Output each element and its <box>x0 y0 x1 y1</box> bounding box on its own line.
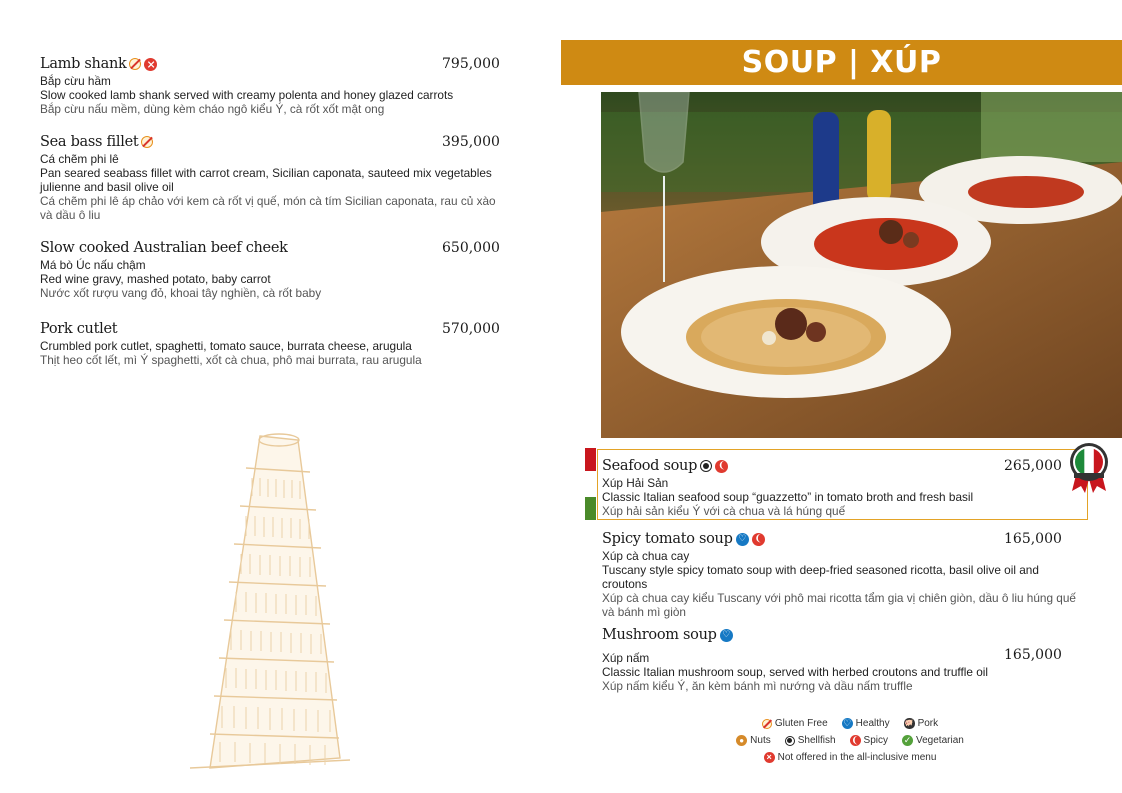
dish-price: 650,000 <box>442 240 500 256</box>
dish-vn-desc: Xúp cà chua cay kiểu Tuscany với phô mai ricotta tẩm gia vị chiên giòn, dầu ô liu húng quế và bánh mì giòn <box>602 591 1076 619</box>
gluten-free-icon <box>762 719 772 729</box>
menu-item <box>40 238 530 300</box>
healthy-icon: ♡ <box>720 629 733 642</box>
dish-en-desc: Slow cooked lamb shank served with creamy polenta and honey glazed carrots <box>40 88 454 102</box>
dish-price: 395,000 <box>442 134 500 150</box>
legend-item: Gluten Free <box>762 718 828 729</box>
menu-item <box>40 132 500 222</box>
legend-item: ✓ Vegetarian <box>903 735 964 746</box>
dish-vn-name: Xúp nấm <box>602 651 650 665</box>
dish-en-desc: Red wine gravy, mashed potato, baby carrot <box>40 272 271 286</box>
menu-item <box>602 456 1082 518</box>
menu-item <box>602 529 1082 619</box>
dish-en-desc: Pan seared seabass fillet with carrot cream, Sicilian caponata, sauteed mix vegetables julienne and basil olive oil <box>40 166 492 194</box>
dish-vn-name: Bắp cừu hầm <box>40 74 111 88</box>
dish-en-desc: Classic Italian mushroom soup, served with herbed croutons and truffle oil <box>602 665 988 679</box>
leaning-tower-illustration <box>150 428 360 773</box>
dish-vn-desc: Xúp hải sản kiểu Ý với cà chua và lá húng quế <box>602 504 846 518</box>
dish-name: Mushroom soup ♡ <box>602 625 733 645</box>
legend-item: 🐖 Pork <box>904 718 939 729</box>
section-banner: SOUP | XÚP <box>561 40 1122 85</box>
dish-name: Sea bass fillet <box>40 132 153 152</box>
dish-vn-desc: Thịt heo cốt lết, mì Ý spaghetti, xốt cà chua, phô mai burrata, rau arugula <box>40 353 422 367</box>
dish-vn-name: Má bò Úc nấu chậm <box>40 258 146 272</box>
dish-price: 165,000 <box>1004 531 1062 547</box>
not-offered-icon: × <box>144 58 157 71</box>
dish-vn-desc: Cá chẽm phi lê áp chảo với kem cà rốt vị quế, món cà tím Sicilian caponata, rau củ xào và dầu ô liu <box>40 194 496 222</box>
dish-name: Seafood soup ❨ <box>602 456 728 476</box>
dish-vn-name: Cá chẽm phi lê <box>40 152 119 166</box>
nuts-icon: ● <box>736 735 747 746</box>
pork-icon: 🐖 <box>904 720 914 727</box>
dish-vn-desc: Nước xốt rượu vang đỏ, khoai tây nghiền, cà rốt baby <box>40 286 322 300</box>
dish-name: Slow cooked Australian beef cheek <box>40 240 288 256</box>
healthy-icon: ♡ <box>736 533 749 546</box>
italy-flag-green-stripe <box>585 497 596 520</box>
dish-name: Lamb shank × <box>40 54 157 74</box>
dish-en-desc: Tuscany style spicy tomato soup with deep-fried seasoned ricotta, basil olive oil and croutons <box>602 563 1039 591</box>
dish-vn-desc: Xúp nấm kiểu Ý, ăn kèm bánh mì nướng và dầu nấm truffle <box>602 679 913 693</box>
dish-en-desc: Crumbled pork cutlet, spaghetti, tomato sauce, burrata cheese, arugula <box>40 339 412 353</box>
legend-row <box>700 732 1000 749</box>
vegetarian-icon: ✓ <box>903 735 912 745</box>
not-offered-icon: × <box>764 752 775 763</box>
dish-vn-desc: Bắp cừu nấu mềm, dùng kèm cháo ngô kiểu Ý, cà rốt xốt mật ong <box>40 102 385 116</box>
menu-item <box>40 54 530 116</box>
legend-item: Shellfish <box>785 735 836 746</box>
legend-item: ● Nuts <box>736 735 771 746</box>
spicy-icon: ❨ <box>851 735 859 745</box>
menu-item <box>40 319 530 367</box>
healthy-icon: ♡ <box>843 718 852 728</box>
dish-price: 265,000 <box>1004 458 1062 474</box>
shellfish-icon <box>785 736 795 746</box>
dish-name: Spicy tomato soup ♡ ❨ <box>602 529 765 549</box>
legend-item: ♡ Healthy <box>843 718 890 729</box>
dish-price: 165,000 <box>1004 647 1062 663</box>
menu-item <box>602 625 1082 693</box>
italy-flag-red-stripe <box>585 448 596 471</box>
dish-price: 795,000 <box>442 56 500 72</box>
dish-vn-name: Xúp Hải Sản <box>602 476 669 490</box>
dietary-legend <box>700 715 1000 766</box>
dish-name: Pork cutlet <box>40 321 118 337</box>
spicy-icon: ❨ <box>752 533 765 546</box>
dish-vn-name: Xúp cà chua cay <box>602 549 690 563</box>
shellfish-icon <box>700 460 712 472</box>
legend-row <box>700 749 1000 766</box>
gluten-free-icon <box>141 136 153 148</box>
spicy-icon: ❨ <box>715 460 728 473</box>
legend-row <box>700 715 1000 732</box>
legend-item: × Not offered in the all-inclusive menu <box>764 752 937 763</box>
dish-en-desc: Classic Italian seafood soup “guazzetto” in tomato broth and fresh basil <box>602 490 974 504</box>
legend-item: ❨ Spicy <box>851 735 888 746</box>
gluten-free-icon <box>129 58 141 70</box>
soup-photo <box>601 92 1122 438</box>
dish-price: 570,000 <box>442 321 500 337</box>
